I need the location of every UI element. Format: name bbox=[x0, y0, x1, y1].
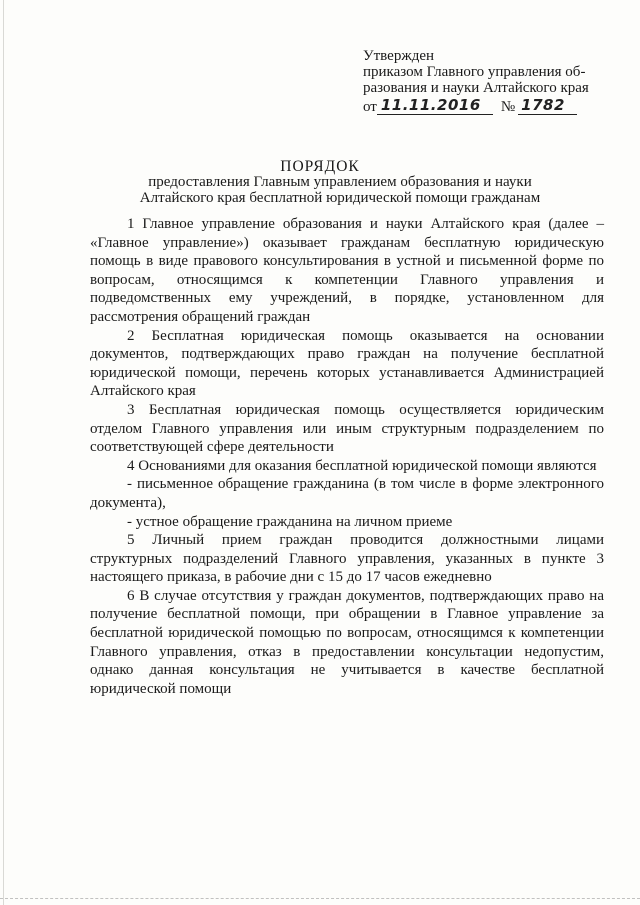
document-subtitle bbox=[60, 174, 620, 206]
document-title: ПОРЯДОК bbox=[280, 158, 360, 175]
paragraph-4: 4 Основаниями для оказания бесплатной юридической помощи являются bbox=[127, 457, 597, 474]
document-body bbox=[90, 215, 604, 698]
number-field bbox=[518, 97, 577, 115]
scan-artifact-line bbox=[0, 898, 640, 901]
approval-line-1: Утвержден bbox=[363, 48, 435, 64]
approval-line-3: разования и науки Алтайского края bbox=[363, 80, 589, 96]
approval-block bbox=[363, 48, 618, 115]
date-prefix: от bbox=[363, 99, 377, 115]
scan-edge bbox=[3, 0, 4, 905]
bullet-oral-appeal: - устное обращение гражданина на личном приеме bbox=[127, 513, 453, 530]
subtitle-line-1: предоставления Главным управлением образования и науки bbox=[148, 174, 532, 190]
date-field bbox=[377, 97, 493, 115]
paragraph-2: 2 Бесплатная юридическая помощь оказывается на основании документов, подтверждающих право граждан на получение бесплатной юридической помощи, перечень которых устанавливается Администрацией Алтайского края bbox=[90, 327, 604, 400]
number-prefix: № bbox=[500, 99, 516, 115]
paragraph-1: 1 Главное управление образования и науки Алтайского края (далее – «Главное управление») оказывает гражданам бесплатную юридическую помощь в виде правового консультирования в устной и письменной форме по вопросам, относящимся к компетенции Главного управления и подведомственных ему учреждений, в порядке, установленном для рассмотрения обращений граждан bbox=[90, 216, 604, 325]
paragraph-3: 3 Бесплатная юридическая помощь осуществляется юридическим отделом Главного управления или иным структурным подразделением по соответствующей сфере деятельности bbox=[90, 401, 604, 456]
approval-line-2: приказом Главного управления об- bbox=[363, 64, 586, 80]
paragraph-5: 5 Личный прием граждан проводится должностными лицами структурных подразделений Главного управления, указанных в пункте 3 настоящего приказа, в рабочие дни с 15 до 17 часов ежедневно bbox=[90, 532, 604, 586]
bullet-written-appeal: - письменное обращение гражданина (в том числе в форме электронного документа), bbox=[90, 476, 604, 511]
order-date-number bbox=[363, 97, 618, 115]
handwritten-number: 1782 bbox=[521, 96, 565, 114]
paragraph-6: 6 В случае отсутствия у граждан документов, подтверждающих право на получение бесплатной помощи, при обращении в Главное управление за бесплатной юридической помощью по вопросам, относящимся к компетенции Главного управления, отказ в предоставлении консультации недопустим, однако данная консультация не учитывается в качестве бесплатной юридической помощи bbox=[90, 587, 604, 697]
handwritten-date: 11.11.2016 bbox=[380, 96, 481, 114]
subtitle-line-2: Алтайского края бесплатной юридической помощи гражданам bbox=[139, 190, 541, 206]
